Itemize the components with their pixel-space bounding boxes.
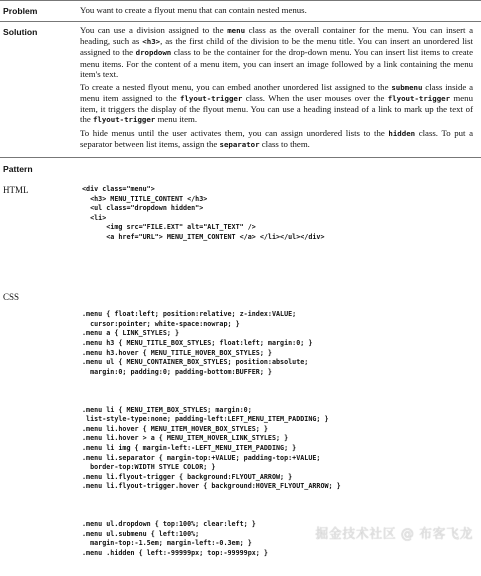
top-rule (0, 0, 481, 1)
inline-code: submenu (391, 82, 423, 92)
problem-label: Problem (3, 6, 38, 16)
inline-code: menu (227, 26, 246, 35)
solution-text (80, 25, 473, 153)
css-block-menu: .menu { float:left; position:relative; z-index:VALUE; cursor:pointer; white-space:nowrap; } .menu a { LINK_STYLES; } .menu h3 { MENU_TITLE_BOX_STYLES; float:left; margin:0; } .menu h3.hover { MENU_TITLE_HOVER_BOX_STYLES; } .menu ul { MENU_CONTAINER_BOX_STYLES; position:absolute; margin:0; padding:0; padding-bottom:BUFFER; } (82, 309, 313, 376)
inline-code: dropdown (135, 48, 172, 58)
pattern-label: Pattern (3, 164, 33, 174)
css-block-items: .menu li { MENU_ITEM_BOX_STYLES; margin:0; list-style-type:none; padding-left:LEFT_MENU_ITEM_PADDING; } .menu li.hover { MENU_ITEM_HOVER_BOX_STYLES; } .menu li.hover > a { MENU_ITEM_HOVER_LINK_STYLES; } .menu li img { margin-left:-LEFT_MENU_ITEM_PADDING; } .menu li.separator { margin-top:+VALUE; padding-top:+VALUE; border-top:WIDTH STYLE COLOR; } .menu li.flyout-trigger { background:FLYOUT_ARROW; } .menu li.flyout-trigger.hover { background:HOVER_FLYOUT_ARROW; } (82, 404, 341, 491)
inline-code: flyout-trigger (180, 93, 243, 103)
inline-code: flyout-trigger (92, 115, 156, 125)
inline-code: flyout-trigger (387, 93, 451, 103)
css-block-positioning: .menu ul.dropdown { top:100%; clear:left; } .menu ul.submenu { left:100%; margin-top:-1.5em; margin-left:-0.3em; } .menu .hidden { left:-99999px; top:-99999px; } (82, 519, 268, 557)
css-label: CSS (3, 292, 20, 302)
html-code-block: <div class="menu"> <h3> MENU_TITLE_CONTENT </h3> <ul class="dropdown hidden"> <li> <img src="FILE.EXT" alt="ALT_TEXT" /> <a href="URL"> MENU_ITEM_CONTENT </a> </li></ul></div> (82, 184, 325, 241)
watermark: 掘金技术社区 @ 布客飞龙 (315, 527, 473, 542)
inline-code: hidden (388, 129, 416, 139)
solution-divider (0, 157, 481, 158)
solution-paragraph-3: To hide menus until the user activates them, you can assign unordered lists to the hidden class. To put a separator between list items, assign the separator class to them. (80, 128, 473, 150)
solution-label: Solution (3, 27, 38, 37)
inline-code: separator (219, 140, 260, 150)
solution-paragraph-2: To create a nested flyout menu, you can embed another unordered list assigned to the submenu class inside a menu item assigned to the flyout-trigger class. When the user mouses over the flyout-trigger menu item, it triggers the display of the flyout menu. You can use a heading instead of a link to mark up the text of the flyout-trigger menu item. (80, 81, 473, 125)
problem-divider (0, 21, 481, 22)
solution-paragraph-1: You can use a division assigned to the menu class as the overall container for the menu. You can insert a heading, such as <h3>, as the first child of the division to be the menu title. You can insert an unordered list assigned to the dropdown class to be the container for the drop-down menu. You can insert list items to create menu items. For the content of a menu item, you can insert an image followed by a link containing the menu item's text. (80, 25, 474, 79)
inline-code: <h3> (142, 37, 161, 47)
html-label: HTML (3, 185, 29, 195)
css-code-block (82, 290, 341, 576)
problem-text: You want to create a flyout menu that can contain nested menus. (80, 5, 307, 15)
